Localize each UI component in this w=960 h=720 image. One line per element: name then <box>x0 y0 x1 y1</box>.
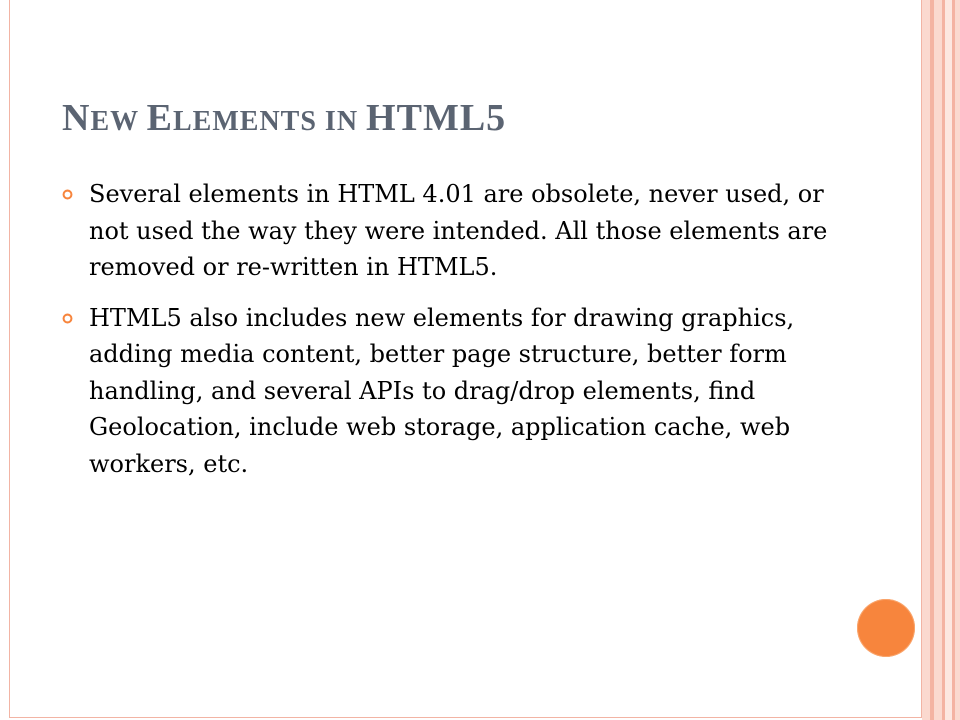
bullet-item <box>62 300 852 483</box>
decor-stripe <box>955 0 960 720</box>
bullet-list <box>62 176 852 496</box>
title-part: EW <box>90 106 147 137</box>
title-part: LEMENTS <box>172 106 325 137</box>
bullet-item <box>62 176 852 286</box>
orange-ring-bullet-icon <box>62 313 73 324</box>
title-part: HTML5 <box>366 97 507 139</box>
orange-ring-bullet-icon <box>62 189 73 200</box>
orange-circle-icon <box>857 599 915 657</box>
decor-stripe <box>922 0 930 720</box>
decor-stripe <box>934 0 942 720</box>
title-part: IN <box>324 106 367 137</box>
bullet-text: Several elements in HTML 4.01 are obsolete, never used, or not used the way they were intended. All those elements are removed or re-written in HTML5. <box>89 180 828 281</box>
slide-title <box>62 96 506 140</box>
bullet-text: HTML5 also includes new elements for drawing graphics, adding media content, better page structure, better form handling, and several APIs to drag/drop elements, find Geolocation, include web storage, application cache, web workers, etc. <box>89 303 795 478</box>
decor-stripe <box>945 0 952 720</box>
title-part: N <box>62 97 91 139</box>
title-part: E <box>146 97 173 139</box>
